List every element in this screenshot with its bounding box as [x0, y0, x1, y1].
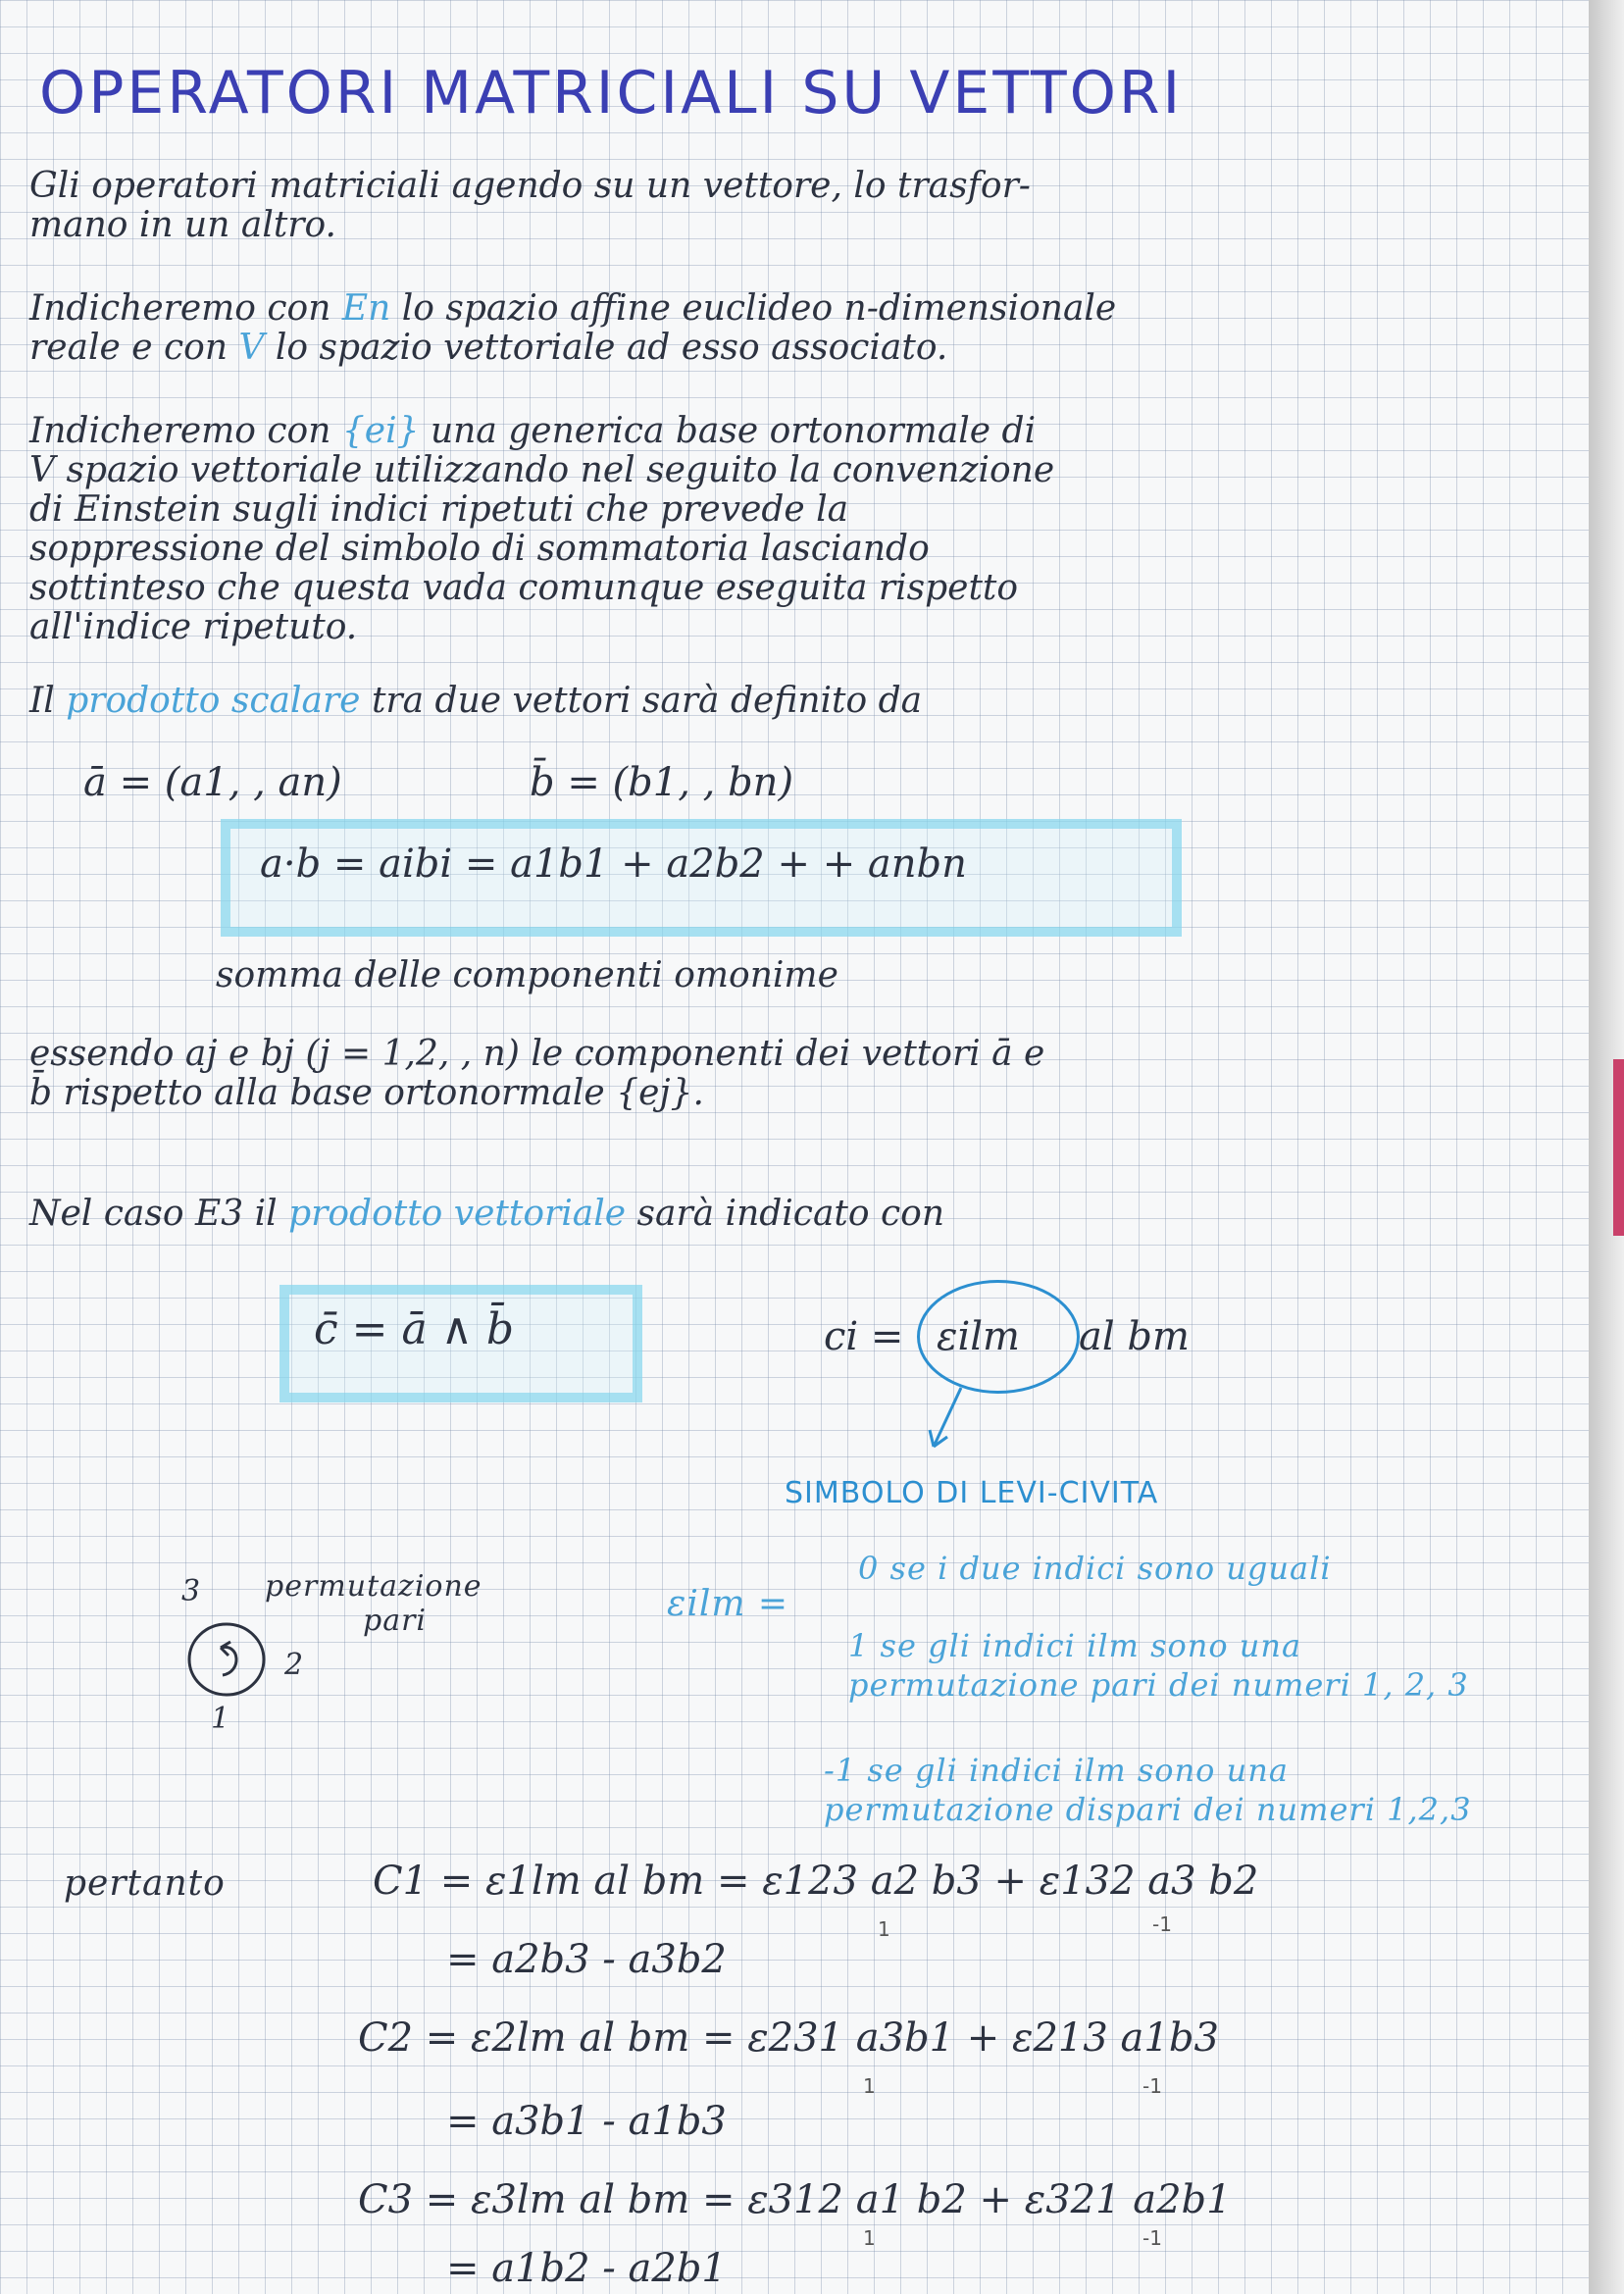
paragraph-3-line-1 — [29, 412, 1520, 451]
page-edge-mark — [1613, 1059, 1624, 1236]
permutation-label-line-2: pari — [363, 1604, 428, 1638]
paragraph-2 — [29, 289, 1520, 368]
permutation-label — [265, 1569, 482, 1638]
ci-lhs: ci = — [824, 1314, 904, 1359]
paragraph-2-line-2 — [29, 329, 1520, 368]
cross-product-term: prodotto vettoriale — [288, 1194, 627, 1234]
c3-note-a: 1 — [863, 2226, 876, 2250]
epsilon-def-symbol: εilm = — [667, 1584, 789, 1624]
scalar-intro-text: tra due vettori sarà definito da — [371, 681, 923, 721]
paragraph-3-text: Indicheremo con — [29, 411, 331, 451]
therefore-label: pertanto — [64, 1863, 226, 1904]
components-note-line-1: essendo aj e bj (j = 1,2, , n) le componenti dei vettori ā e — [29, 1034, 1045, 1074]
cross-intro-text: sarà indicato con — [636, 1194, 945, 1234]
space-en-symbol: En — [341, 288, 391, 329]
c1-formula: C1 = ε1lm al bm = ε123 a2 b3 + ε132 a3 b2 — [373, 1859, 1259, 1904]
ci-epsilon: εilm — [937, 1314, 1020, 1359]
basis-symbol: {ei} — [341, 411, 420, 451]
paragraph-3-line-4: soppressione del simbolo di sommatoria lasciando — [29, 529, 930, 569]
paragraph-3-line-3: di Einstein sugli indici ripetuti che prevede la — [29, 489, 849, 530]
epsilon-case-1-line-1: 1 se gli indici ilm sono una — [848, 1627, 1302, 1664]
vector-space-symbol: V — [238, 328, 265, 368]
paragraph-3-text: una generica base ortonormale di — [430, 411, 1037, 451]
epsilon-case-0: 0 se i due indici sono uguali — [858, 1550, 1332, 1587]
vector-a-components: ā = (a1, , an) — [83, 760, 342, 805]
levi-civita-label: SIMBOLO DI LEVI-CIVITA — [785, 1476, 1159, 1510]
vector-b-components: b̄ = (b1, , bn) — [530, 760, 794, 805]
epsilon-case-1 — [848, 1626, 1469, 1705]
sum-note: somma delle componenti omonime — [216, 955, 838, 995]
paragraph-3-line-2: V spazio vettoriale utilizzando nel seguito la convenzione — [29, 450, 1055, 490]
c2-result: = a3b1 - a1b3 — [446, 2099, 727, 2144]
c3-note-b: -1 — [1142, 2226, 1162, 2250]
c1-result: = a2b3 - a3b2 — [446, 1937, 727, 1982]
page-title: OPERATORI MATRICIALI SU VETTORI — [39, 59, 1184, 127]
components-note — [29, 1035, 1520, 1113]
paragraph-2-text: lo spazio vettoriale ad esso associato. — [275, 328, 948, 368]
permutation-number-1: 1 — [211, 1702, 231, 1736]
cross-intro-text: Nel caso E3 il — [29, 1194, 278, 1234]
scalar-intro-text: Il — [29, 681, 55, 721]
c1-note-b: -1 — [1152, 1912, 1172, 1936]
epsilon-case-minus-1-line-2: permutazione dispari dei numeri 1,2,3 — [824, 1791, 1472, 1828]
components-note-line-2: b̄ rispetto alla base ortonormale {ej}. — [29, 1073, 704, 1113]
c3-formula: C3 = ε3lm al bm = ε312 a1 b2 + ε321 a2b1 — [358, 2177, 1232, 2222]
paragraph-2-text: reale e con — [29, 328, 228, 368]
paragraph-3 — [29, 412, 1520, 647]
c2-note-b: -1 — [1142, 2074, 1162, 2098]
permutation-number-3: 3 — [181, 1574, 202, 1608]
arrow-to-levi-civita — [922, 1383, 981, 1461]
c1-note-a: 1 — [878, 1917, 890, 1941]
epsilon-case-minus-1-line-1: -1 se gli indici ilm sono una — [824, 1752, 1289, 1789]
paragraph-3-line-6: all'indice ripetuto. — [29, 607, 358, 647]
paragraph-1-line-1: Gli operatori matriciali agendo su un vettore, lo trasfor- — [29, 166, 1031, 206]
cross-def-formula: c̄ = ā ∧ b̄ — [314, 1304, 515, 1354]
scalar-product-intro — [29, 682, 1520, 721]
paragraph-1 — [29, 167, 1520, 245]
paragraph-1-line-2: mano in un altro. — [29, 205, 336, 245]
c3-result: = a1b2 - a2b1 — [446, 2246, 727, 2291]
epsilon-case-minus-1 — [824, 1751, 1472, 1829]
permutation-label-line-1: permutazione — [265, 1569, 482, 1604]
paragraph-3-line-5: sottinteso che questa vada comunque eseguita rispetto — [29, 568, 1019, 608]
c2-note-a: 1 — [863, 2074, 876, 2098]
permutation-number-2: 2 — [284, 1648, 305, 1682]
paragraph-2-text: Indicheremo con — [29, 288, 331, 329]
scalar-product-term: prodotto scalare — [66, 681, 361, 721]
c2-formula: C2 = ε2lm al bm = ε231 a3b1 + ε213 a1b3 — [358, 2015, 1219, 2061]
ci-rest: al bm — [1079, 1314, 1190, 1359]
paragraph-2-line-1 — [29, 289, 1520, 329]
epsilon-case-1-line-2: permutazione pari dei numeri 1, 2, 3 — [848, 1666, 1469, 1704]
dot-product-formula: a·b = aibi = a1b1 + a2b2 + + anbn — [260, 841, 967, 887]
paragraph-2-text: lo spazio affine euclideo n-dimensionale — [401, 288, 1117, 329]
cross-product-intro — [29, 1195, 1520, 1234]
